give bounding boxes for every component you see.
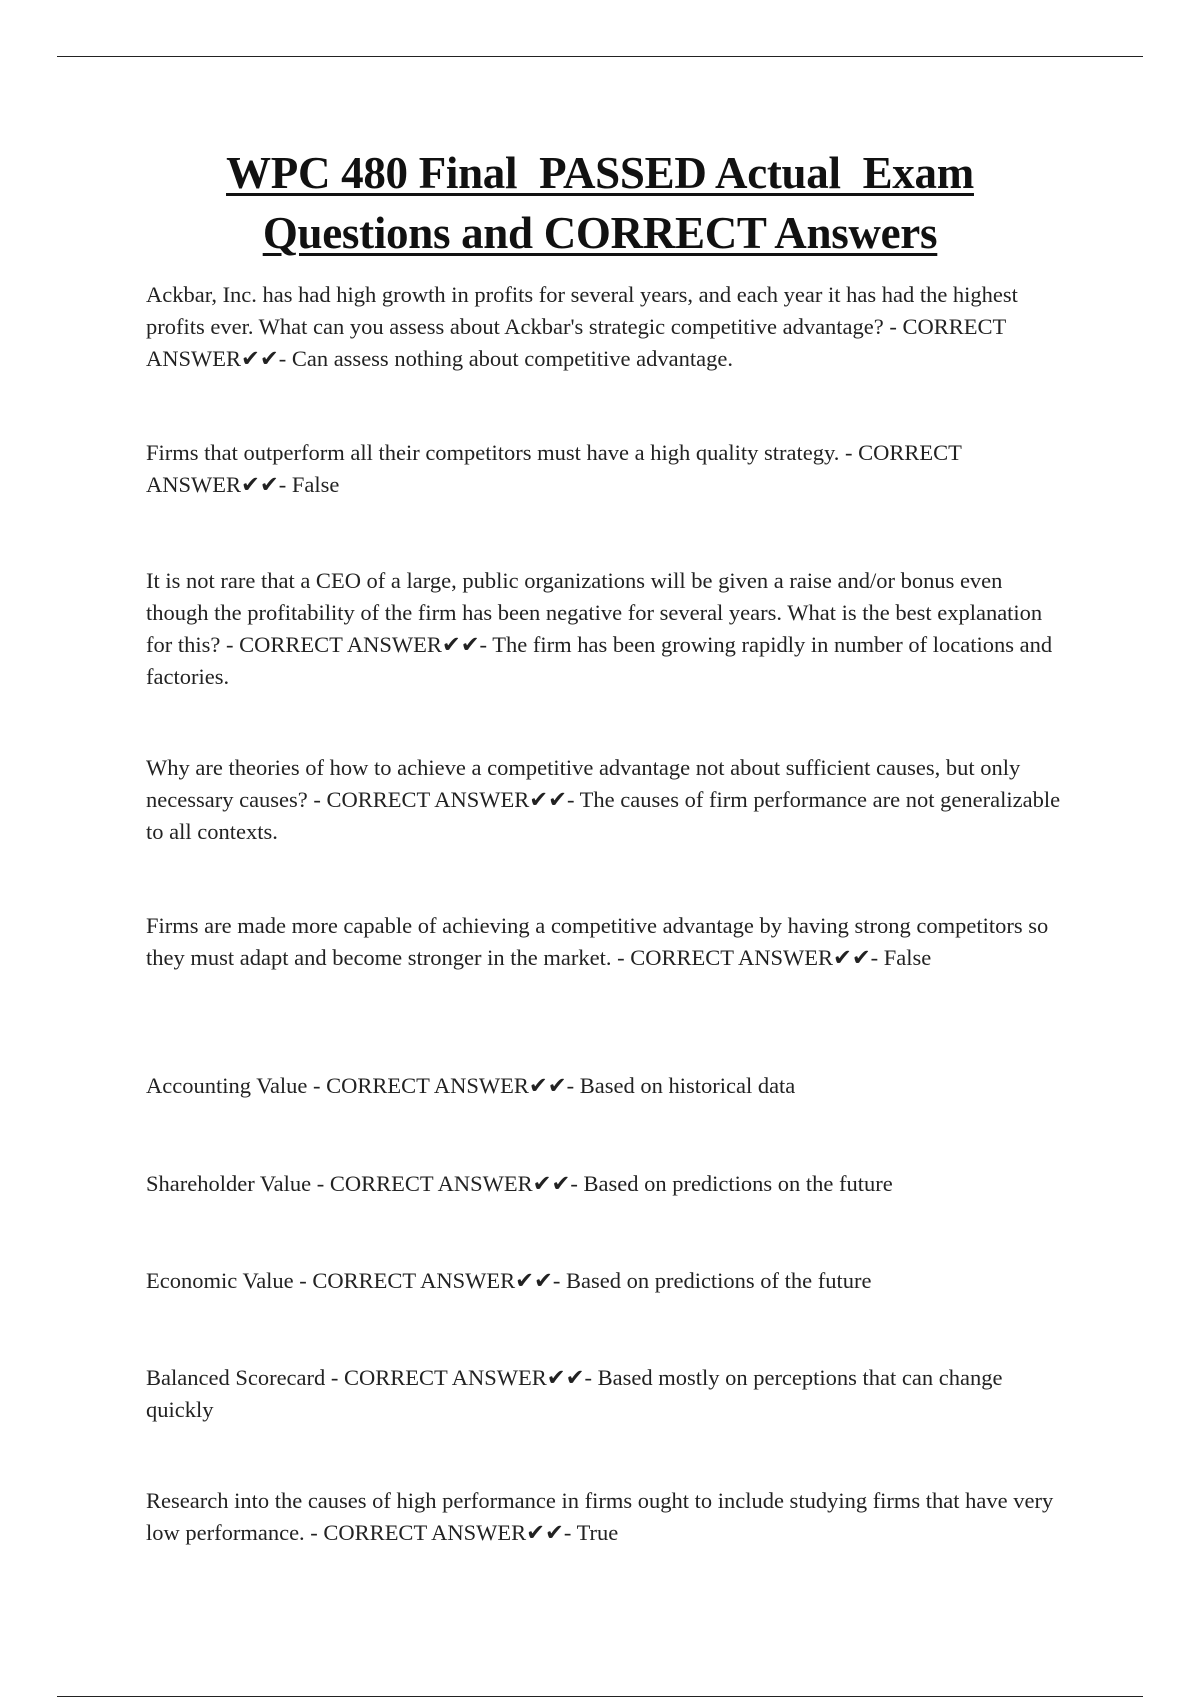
qa-item-9: Balanced Scorecard - CORRECT ANSWER✔✔- Based mostly on perceptions that can change quickly: [146, 1365, 1003, 1422]
qa-item-1: Ackbar, Inc. has had high growth in profits for several years, and each year it has had the highest profits ever. What can you assess about Ackbar's strategic competitive advantage? - CORRECT ANSWER✔✔- Can assess nothing about competitive advantage.: [146, 282, 1018, 371]
qa-item-3: It is not rare that a CEO of a large, public organizations will be given a raise and/or bonus even though the profitability of the firm has been negative for several years. What is the best explanation for this? - CORRECT ANSWER✔✔- The firm has been growing rapidly in number of locations and factories.: [146, 568, 1053, 689]
bottom-rule: [57, 1696, 1143, 1697]
title-line-1: WPC 480 Final PASSED Actual Exam: [226, 148, 974, 198]
qa-item-4: Why are theories of how to achieve a competitive advantage not about sufficient causes, but only necessary causes? - CORRECT ANSWER✔✔- The causes of firm performance are not generalizable to all contexts.: [146, 755, 1061, 844]
document-title: [120, 143, 1080, 263]
qa-item-6: Accounting Value - CORRECT ANSWER✔✔- Based on historical data: [146, 1073, 796, 1098]
qa-item-8: Economic Value - CORRECT ANSWER✔✔- Based on predictions of the future: [146, 1268, 872, 1293]
qa-item-2: Firms that outperform all their competitors must have a high quality strategy. - CORRECT ANSWER✔✔- False: [146, 440, 962, 497]
qa-item-7: Shareholder Value - CORRECT ANSWER✔✔- Based on predictions on the future: [146, 1171, 893, 1196]
title-line-2: Questions and CORRECT Answers: [262, 208, 938, 258]
qa-item-10: Research into the causes of high performance in firms ought to include studying firms that have very low performance. - CORRECT ANSWER✔✔- True: [146, 1488, 1054, 1545]
qa-item-5: Firms are made more capable of achieving a competitive advantage by having strong competitors so they must adapt and become stronger in the market. - CORRECT ANSWER✔✔- False: [146, 913, 1049, 970]
top-rule: [57, 56, 1143, 57]
